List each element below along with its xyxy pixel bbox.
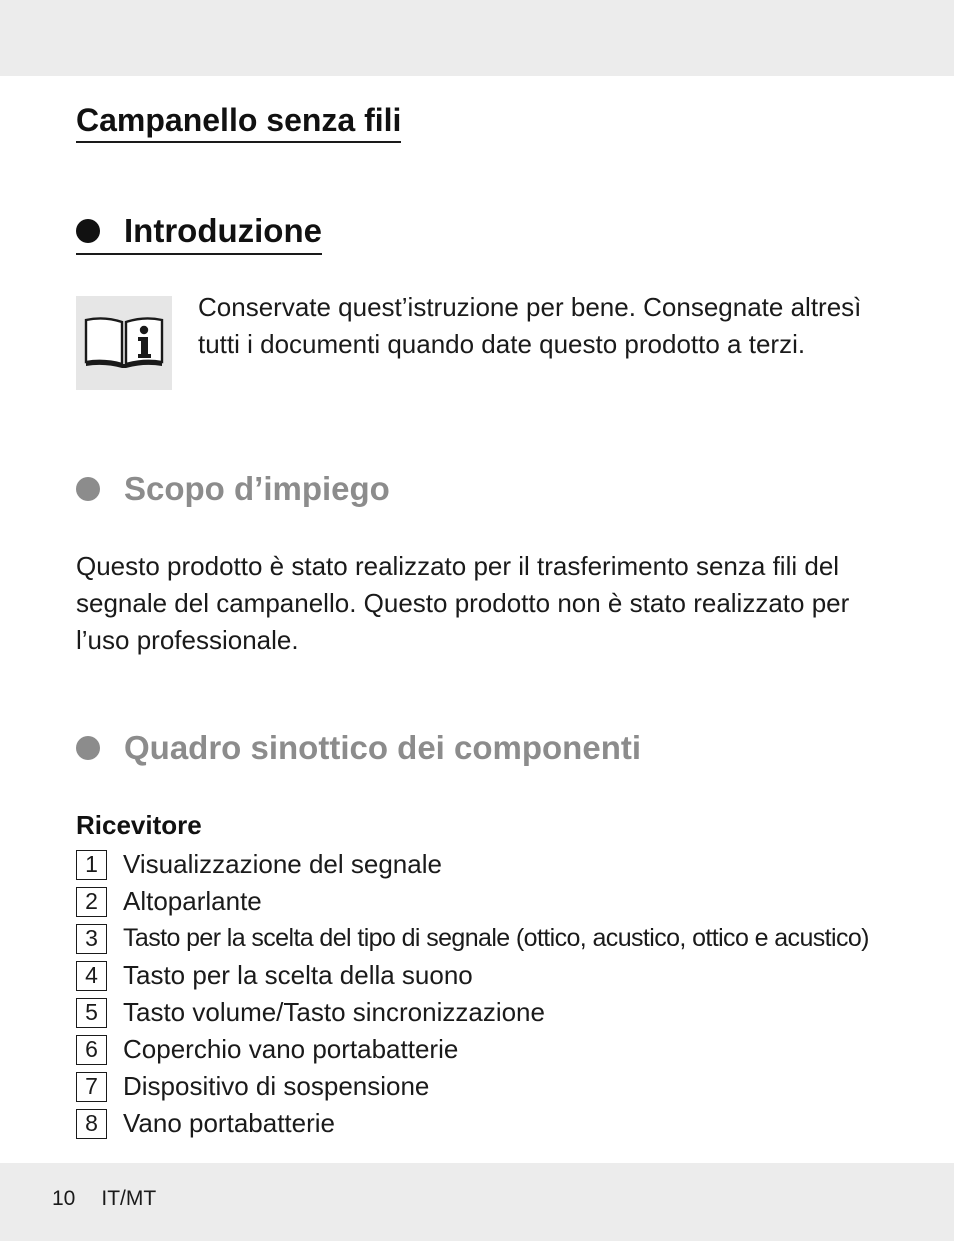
item-number: 5 [76, 998, 107, 1028]
section-heading-text: Introduzione [124, 212, 322, 249]
intro-text: Conservate quest’istruzione per bene. Consegnate altresì tutti i documenti quando date questo prodotto a terzi. [198, 292, 862, 359]
item-label: Tasto per la scelta della suono [123, 960, 473, 990]
item-label: Dispositivo di sospensione [123, 1071, 430, 1101]
page-footer [52, 1187, 156, 1211]
item-number: 6 [76, 1035, 107, 1065]
item-number: 2 [76, 887, 107, 917]
section-heading-text: Scopo d’impiego [124, 470, 390, 507]
item-label: Tasto per la scelta del tipo di segnale (ottico, acustico, ottico e acustico) [123, 924, 869, 952]
page-number: 10 [52, 1187, 76, 1210]
item-label: Tasto volume/Tasto sincronizzazione [123, 997, 545, 1027]
item-number: 8 [76, 1109, 107, 1139]
component-list [76, 846, 869, 1142]
item-label: Visualizzazione del segnale [123, 849, 442, 879]
scopo-text: Questo prodotto è stato realizzato per il trasferimento senza fili del segnale del campanello. Questo prodotto non è stato realizzato per l’uso professionale. [76, 551, 850, 655]
item-number: 4 [76, 961, 107, 991]
section-heading-scopo [76, 468, 390, 510]
list-item [76, 957, 869, 994]
list-item [76, 1105, 869, 1142]
item-number: 1 [76, 850, 107, 880]
list-item [76, 994, 869, 1031]
section-heading-introduzione [76, 210, 322, 255]
subheading-ricevitore: Ricevitore [76, 810, 202, 840]
section-heading-quadro [76, 727, 641, 769]
bullet-icon [76, 477, 100, 501]
list-item [76, 1068, 869, 1105]
section-heading-text: Quadro sinottico dei componenti [124, 729, 642, 766]
bullet-icon [76, 219, 100, 243]
header-band [0, 0, 954, 76]
list-item [76, 883, 869, 920]
item-number: 3 [76, 924, 107, 954]
list-item [76, 1031, 869, 1068]
item-number: 7 [76, 1072, 107, 1102]
list-item [76, 846, 869, 883]
item-label: Vano portabatterie [123, 1108, 335, 1138]
item-label: Coperchio vano portabatterie [123, 1034, 459, 1064]
list-item [76, 920, 869, 957]
document-title: Campanello senza fili [76, 100, 401, 143]
item-label: Altoparlante [123, 886, 262, 916]
book-info-icon [76, 296, 172, 390]
language-code: IT/MT [101, 1187, 157, 1210]
bullet-icon [76, 736, 100, 760]
